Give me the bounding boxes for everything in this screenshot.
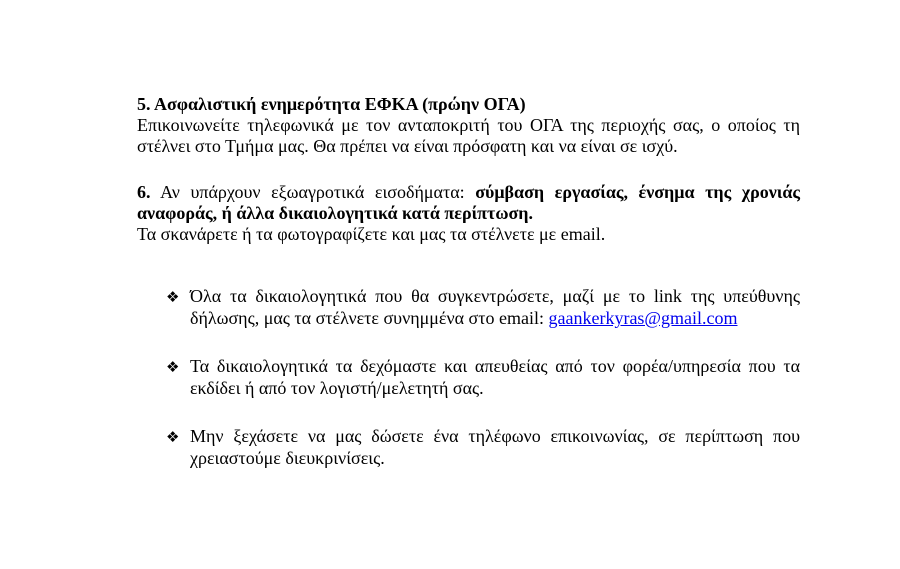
section6-body: Τα σκανάρετε ή τα φωτογραφίζετε και μας τα στέλνετε με email. <box>137 224 606 244</box>
diamond-bullet-icon: ❖ <box>166 358 180 376</box>
bullet-2-text: Τα δικαιολογητικά τα δεχόμαστε και απευθείας από τον φορέα/υπηρεσία που τα εκδίδει ή από τον λογιστή/μελετητή σας. <box>190 356 800 398</box>
document-content <box>137 94 800 469</box>
diamond-bullet-icon: ❖ <box>166 288 180 306</box>
diamond-bullet-icon: ❖ <box>166 428 180 446</box>
email-link[interactable]: gaankerkyras@gmail.com <box>548 308 738 328</box>
section6-paragraph <box>137 182 800 224</box>
section6-bold-text: σύμβαση εργασίας, ένσημα της χρονιάς αναφοράς, ή άλλα δικαιολογητικά κατά περίπτωση. <box>137 182 800 223</box>
list-item <box>137 425 800 469</box>
section6-intro: Αν υπάρχουν εξωαγροτικά εισοδήματα: <box>150 182 476 202</box>
section5-body: Επικοινωνείτε τηλεφωνικά με τον ανταποκριτή του ΟΓΑ της περιοχής σας, ο οποίος τη στέλνει στο Τμήμα μας. Θα πρέπει να είναι πρόσφατη και να είναι σε ισχύ. <box>137 115 800 156</box>
list-item <box>137 285 800 329</box>
section6-number: 6. <box>137 182 151 202</box>
bullet-3-text: Μην ξεχάσετε να μας δώσετε ένα τηλέφωνο επικοινωνίας, σε περίπτωση που χρειαστούμε διευκρινίσεις. <box>190 426 800 468</box>
bullet-list <box>137 285 800 469</box>
section5-heading: 5. Ασφαλιστική ενημερότητα ΕΦΚΑ (πρώην ΟΓΑ) <box>137 94 526 114</box>
bullet-1-text: Όλα τα δικαιολογητικά που θα συγκεντρώσετε, μαζί με το link της υπεύθυνης δήλωσης, μας τα στέλνετε συνημμένα στο email: <box>190 286 800 328</box>
list-item <box>137 355 800 399</box>
